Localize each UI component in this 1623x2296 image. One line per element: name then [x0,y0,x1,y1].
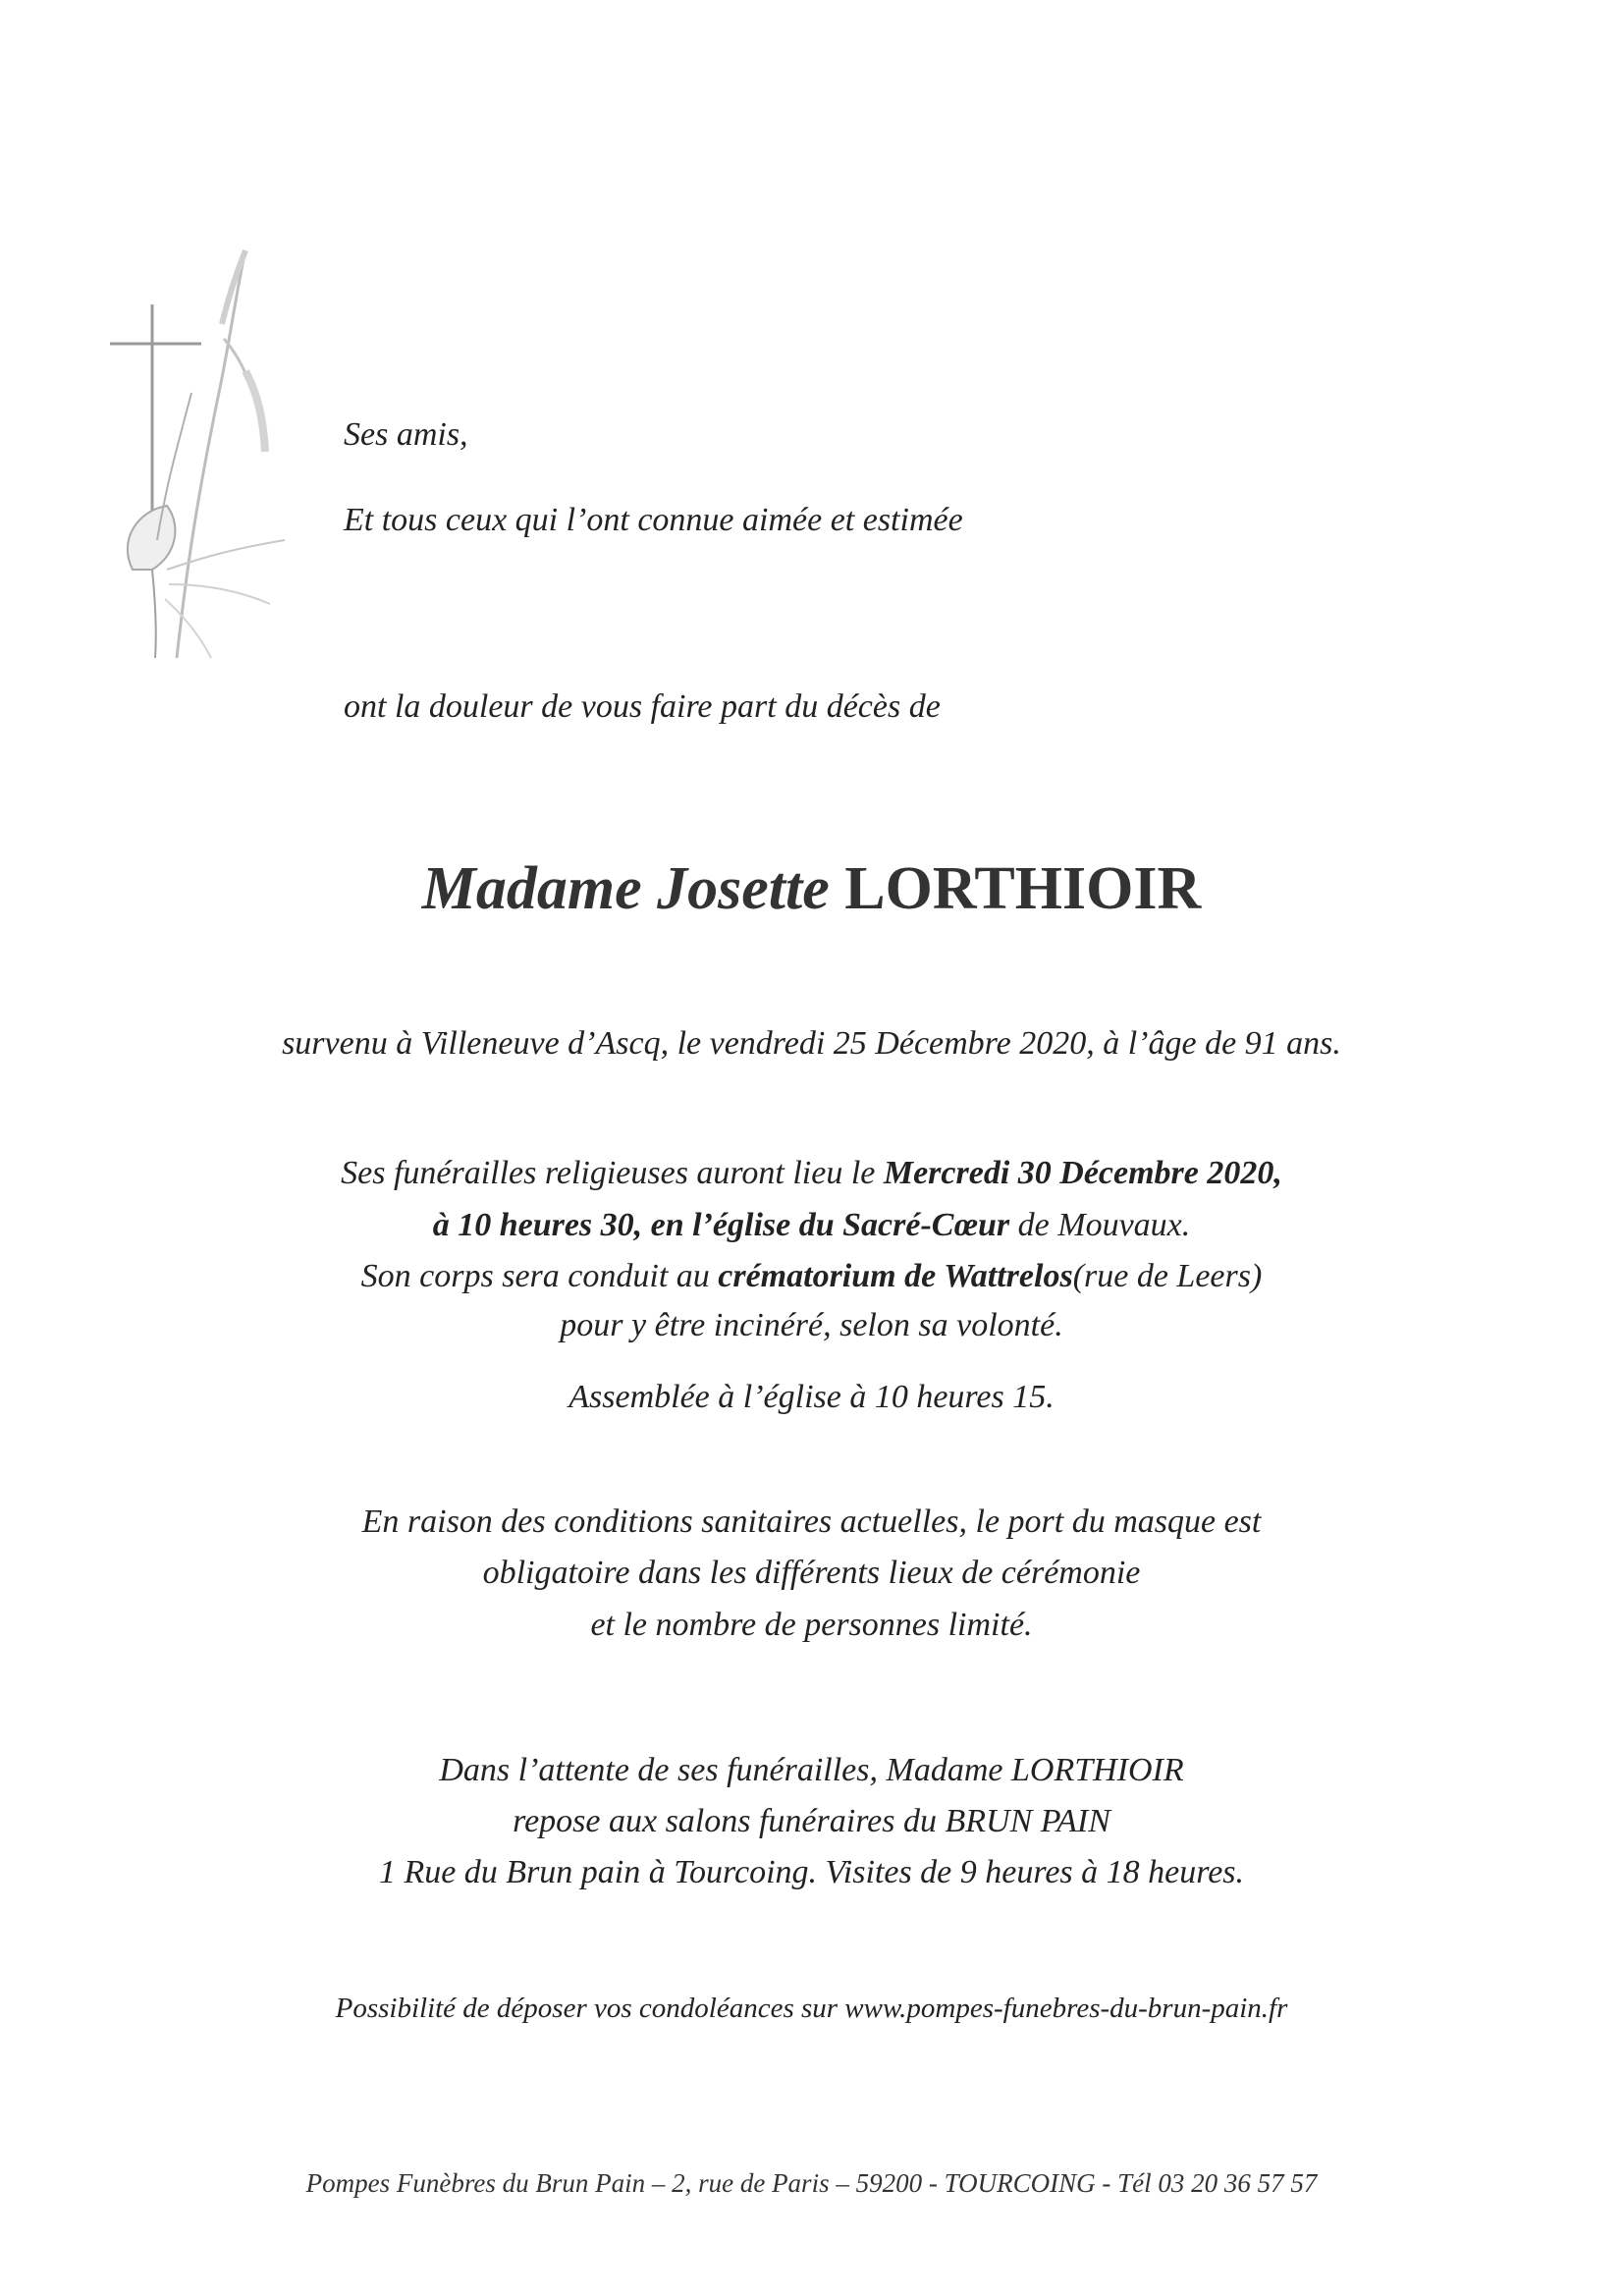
intro-line-3: ont la douleur de vous faire part du décès de [344,688,941,725]
rest-line-2: repose aux salons funéraires du BRUN PAIN [513,1803,1110,1839]
flower-icon [128,506,176,570]
intro-line-2: Et tous ceux qui l’ont connue aimée et estimée [344,502,963,538]
sanitary-line-2: obligatoire dans les différents lieux de cérémonie [482,1555,1141,1591]
funeral-line-4: pour y être incinéré, selon sa volonté. [560,1307,1063,1343]
cross-and-wheat-ornament [98,246,295,668]
deceased-name [0,852,1623,925]
deceased-first-name: Madame Josette [421,855,830,922]
deceased-last-name: LORTHIOIR [844,855,1202,922]
funeral-line-3: Son corps sera conduit au crématorium de Wattrelos(rue de Leers) [360,1258,1263,1294]
rest-line-3: 1 Rue du Brun pain à Tourcoing. Visites de 9 heures à 18 heures. [378,1854,1245,1890]
death-line: survenu à Villeneuve d’Ascq, le vendredi 25 Décembre 2020, à l’âge de 91 ans. [282,1025,1341,1062]
sanitary-line-1: En raison des conditions sanitaires actuelles, le port du masque est [361,1503,1262,1540]
intro-line-1: Ses amis, [344,416,468,453]
funeral-line-2: à 10 heures 30, en l’église du Sacré-Cœur de Mouvaux. [432,1207,1191,1243]
rest-line-1: Dans l’attente de ses funérailles, Madame LORTHIOIR [439,1752,1184,1788]
funeral-line-1: Ses funérailles religieuses auront lieu le Mercredi 30 Décembre 2020, [341,1155,1282,1191]
condolences-line: Possibilité de déposer vos condoléances sur www.pompes-funebres-du-brun-pain.fr [335,1993,1288,2024]
footer-address: Pompes Funèbres du Brun Pain – 2, rue de Paris – 59200 - TOURCOING - Tél 03 20 36 57 57 [305,2168,1318,2198]
assembly-line: Assemblée à l’église à 10 heures 15. [568,1379,1055,1415]
wheat-icon [177,250,245,658]
sanitary-line-3: et le nombre de personnes limité. [590,1607,1033,1643]
